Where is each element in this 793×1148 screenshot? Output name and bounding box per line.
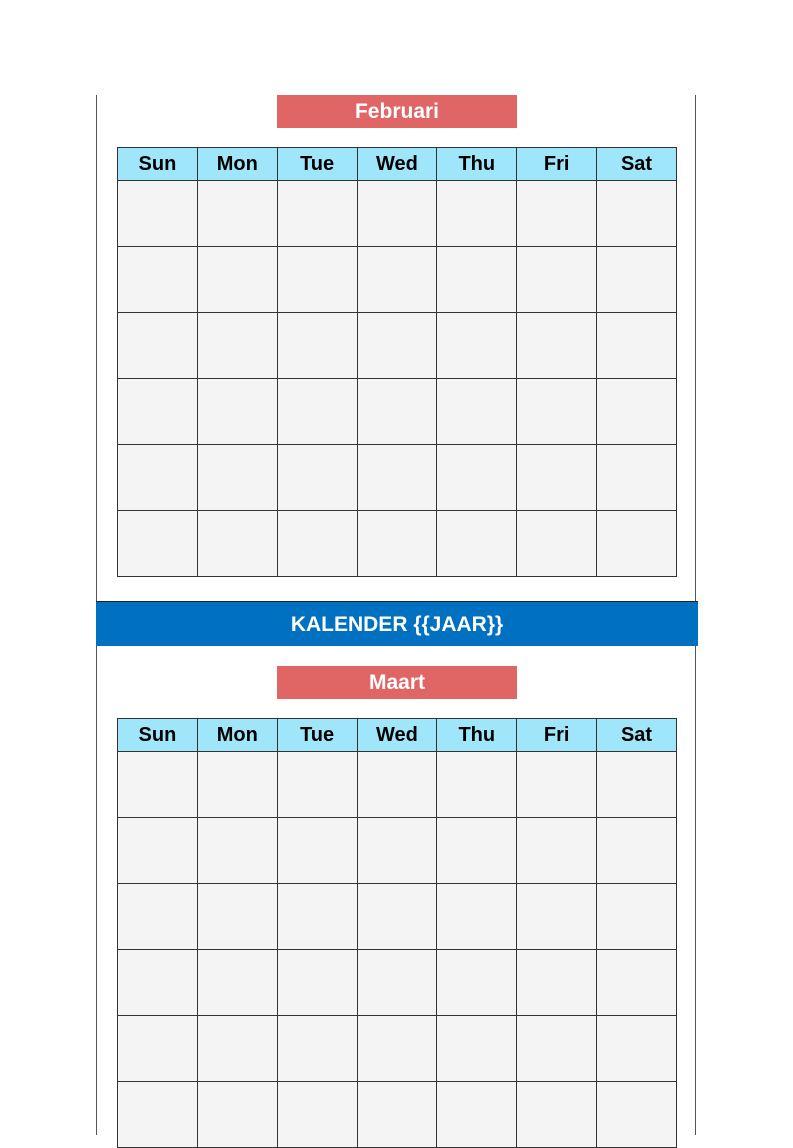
- weekday-header-wed: Wed: [357, 148, 437, 181]
- day-cell[interactable]: [437, 379, 517, 445]
- day-cell[interactable]: [357, 752, 437, 818]
- weekday-header-thu: Thu: [437, 719, 517, 752]
- day-cell[interactable]: [197, 511, 277, 577]
- week-row: [118, 752, 677, 818]
- day-cell[interactable]: [517, 445, 597, 511]
- day-cell[interactable]: [437, 752, 517, 818]
- day-cell[interactable]: [597, 950, 677, 1016]
- day-cell[interactable]: [597, 379, 677, 445]
- day-cell[interactable]: [357, 1016, 437, 1082]
- weekday-header-fri: Fri: [517, 148, 597, 181]
- day-cell[interactable]: [437, 1082, 517, 1148]
- day-cell[interactable]: [357, 247, 437, 313]
- day-cell[interactable]: [277, 950, 357, 1016]
- day-cell[interactable]: [277, 1082, 357, 1148]
- day-cell[interactable]: [197, 884, 277, 950]
- day-cell[interactable]: [517, 1082, 597, 1148]
- day-cell[interactable]: [357, 950, 437, 1016]
- day-cell[interactable]: [437, 950, 517, 1016]
- day-cell[interactable]: [517, 1016, 597, 1082]
- day-cell[interactable]: [357, 884, 437, 950]
- calendar-februari: [117, 147, 677, 577]
- week-row: [118, 379, 677, 445]
- day-cell[interactable]: [277, 511, 357, 577]
- week-row: [118, 181, 677, 247]
- month-label-maart: Maart: [277, 666, 517, 699]
- day-cell[interactable]: [517, 247, 597, 313]
- weekday-header-fri: Fri: [517, 719, 597, 752]
- day-cell[interactable]: [197, 313, 277, 379]
- day-cell[interactable]: [118, 511, 198, 577]
- day-cell[interactable]: [118, 313, 198, 379]
- calendar-banner: KALENDER {{JAAR}}: [96, 601, 698, 646]
- day-cell[interactable]: [597, 511, 677, 577]
- day-cell[interactable]: [597, 247, 677, 313]
- weekday-header-sat: Sat: [597, 719, 677, 752]
- day-cell[interactable]: [357, 1082, 437, 1148]
- day-cell[interactable]: [197, 379, 277, 445]
- day-cell[interactable]: [277, 818, 357, 884]
- day-cell[interactable]: [437, 313, 517, 379]
- day-cell[interactable]: [437, 884, 517, 950]
- day-cell[interactable]: [357, 445, 437, 511]
- day-cell[interactable]: [357, 511, 437, 577]
- day-cell[interactable]: [357, 818, 437, 884]
- week-row: [118, 884, 677, 950]
- weekday-header-sun: Sun: [118, 148, 198, 181]
- day-cell[interactable]: [197, 1016, 277, 1082]
- day-cell[interactable]: [517, 752, 597, 818]
- day-cell[interactable]: [277, 752, 357, 818]
- weekday-header-thu: Thu: [437, 148, 517, 181]
- weekday-header-sat: Sat: [597, 148, 677, 181]
- day-cell[interactable]: [437, 247, 517, 313]
- day-cell[interactable]: [597, 181, 677, 247]
- day-cell[interactable]: [597, 445, 677, 511]
- weekday-header-sun: Sun: [118, 719, 198, 752]
- day-cell[interactable]: [517, 950, 597, 1016]
- day-cell[interactable]: [118, 752, 198, 818]
- day-cell[interactable]: [597, 818, 677, 884]
- day-cell[interactable]: [118, 1082, 198, 1148]
- week-row: [118, 1082, 677, 1148]
- day-cell[interactable]: [118, 1016, 198, 1082]
- day-cell[interactable]: [118, 884, 198, 950]
- day-cell[interactable]: [437, 181, 517, 247]
- day-cell[interactable]: [118, 818, 198, 884]
- day-cell[interactable]: [437, 1016, 517, 1082]
- week-row: [118, 313, 677, 379]
- day-cell[interactable]: [597, 313, 677, 379]
- day-cell[interactable]: [597, 884, 677, 950]
- day-cell[interactable]: [357, 313, 437, 379]
- day-cell[interactable]: [197, 445, 277, 511]
- day-cell[interactable]: [277, 445, 357, 511]
- week-row: [118, 511, 677, 577]
- week-row: [118, 818, 677, 884]
- weekday-header-wed: Wed: [357, 719, 437, 752]
- day-cell[interactable]: [118, 247, 198, 313]
- day-cell[interactable]: [597, 752, 677, 818]
- day-cell[interactable]: [517, 313, 597, 379]
- week-row: [118, 1016, 677, 1082]
- day-cell[interactable]: [277, 1016, 357, 1082]
- week-row: [118, 247, 677, 313]
- week-row: [118, 950, 677, 1016]
- day-cell[interactable]: [197, 950, 277, 1016]
- day-cell[interactable]: [517, 511, 597, 577]
- day-cell[interactable]: [197, 181, 277, 247]
- day-cell[interactable]: [118, 379, 198, 445]
- calendar-maart: [117, 718, 677, 1148]
- day-cell[interactable]: [517, 884, 597, 950]
- day-cell[interactable]: [357, 379, 437, 445]
- day-cell[interactable]: [277, 379, 357, 445]
- month-label-februari: Februari: [277, 95, 517, 128]
- day-cell[interactable]: [277, 247, 357, 313]
- day-cell[interactable]: [118, 181, 198, 247]
- day-cell[interactable]: [597, 1016, 677, 1082]
- day-cell[interactable]: [437, 445, 517, 511]
- weekday-header-tue: Tue: [277, 719, 357, 752]
- day-cell[interactable]: [197, 752, 277, 818]
- day-cell[interactable]: [277, 181, 357, 247]
- day-cell[interactable]: [118, 445, 198, 511]
- weekday-header-mon: Mon: [197, 719, 277, 752]
- day-cell[interactable]: [597, 1082, 677, 1148]
- day-cell[interactable]: [197, 247, 277, 313]
- day-cell[interactable]: [357, 181, 437, 247]
- day-cell[interactable]: [118, 950, 198, 1016]
- day-cell[interactable]: [277, 313, 357, 379]
- weekday-header-row: [118, 719, 677, 752]
- day-cell[interactable]: [277, 884, 357, 950]
- day-cell[interactable]: [517, 379, 597, 445]
- day-cell[interactable]: [197, 1082, 277, 1148]
- day-cell[interactable]: [437, 511, 517, 577]
- weekday-header-row: [118, 148, 677, 181]
- week-row: [118, 445, 677, 511]
- weekday-header-mon: Mon: [197, 148, 277, 181]
- day-cell[interactable]: [437, 818, 517, 884]
- weekday-header-tue: Tue: [277, 148, 357, 181]
- day-cell[interactable]: [517, 181, 597, 247]
- day-cell[interactable]: [197, 818, 277, 884]
- day-cell[interactable]: [517, 818, 597, 884]
